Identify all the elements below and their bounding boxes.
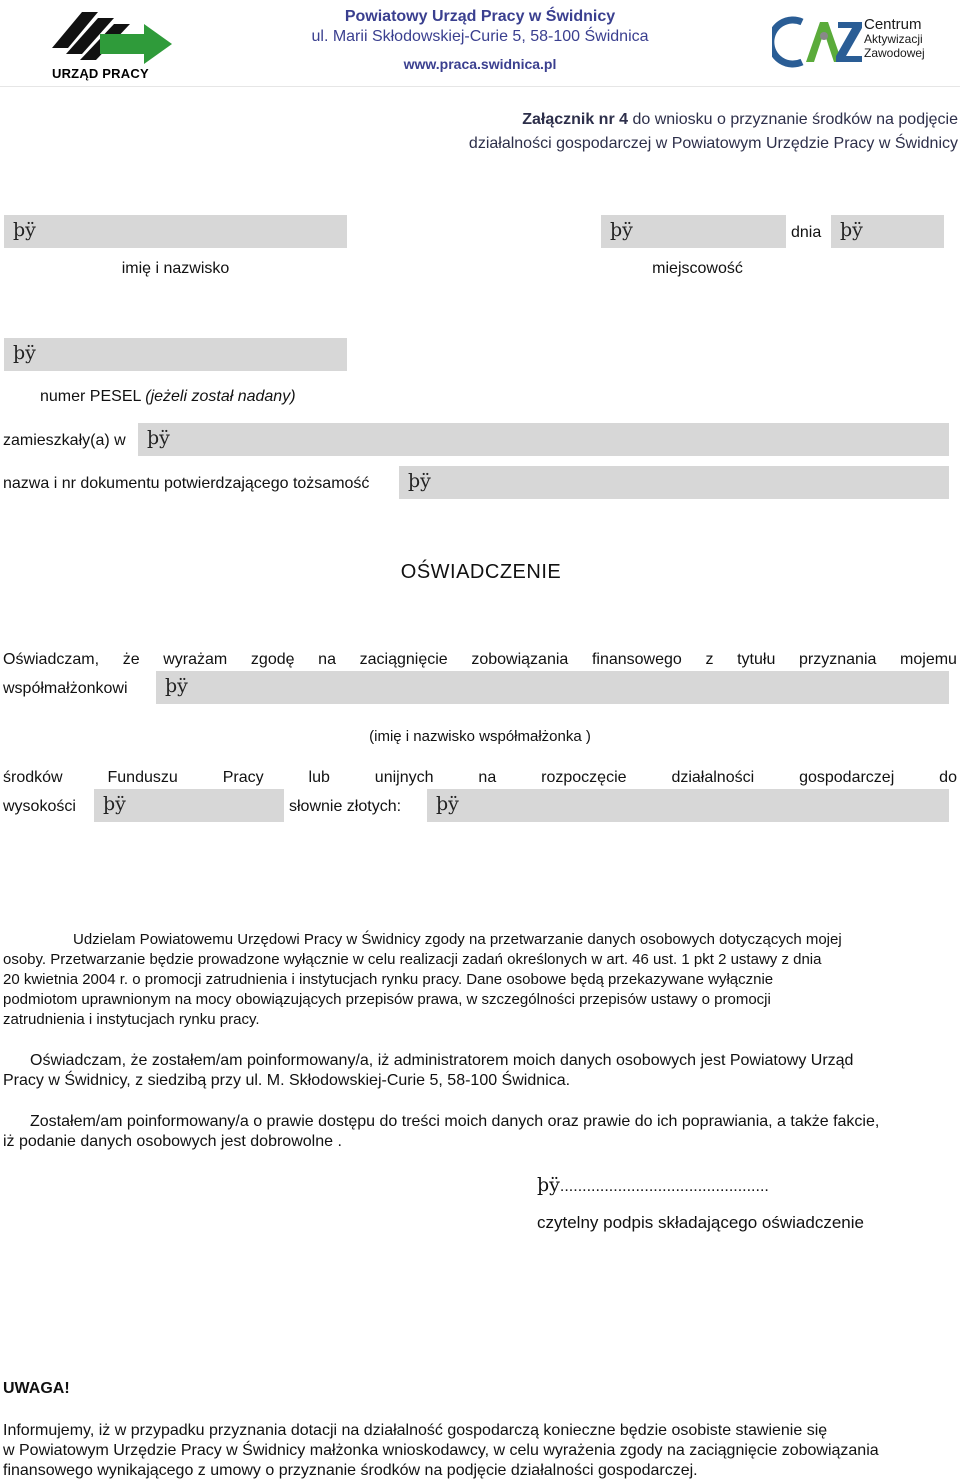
date-field-value: þÿ: [840, 219, 863, 241]
word: środków: [3, 769, 63, 786]
word: przyznania: [799, 651, 877, 668]
notice-title: UWAGA!: [3, 1380, 70, 1397]
pesel-field[interactable]: [4, 338, 347, 371]
word: zgodę: [250, 651, 295, 668]
consent-p1-line: Udzielam Powiatowemu Urzędowi Pracy w Świdnicy zgody na przetwarzanie danych osobowych dotyczących mojej: [73, 931, 842, 948]
amount-field[interactable]: [94, 789, 284, 822]
pesel-field-value: þÿ: [13, 342, 36, 364]
place-label: miejscowość: [652, 260, 743, 277]
word: unijnych: [374, 769, 434, 786]
header-divider: [0, 86, 960, 87]
consent-p1-line: osoby. Przetwarzanie będzie prowadzone wyłącznie w celu realizacji zadań określonych w art. 46 ust. 1 pkt 2 ustawy z dnia: [3, 951, 822, 968]
word: rozpoczęcie: [541, 769, 627, 786]
name-field[interactable]: [4, 215, 347, 248]
word: gospodarczej: [799, 769, 895, 786]
arrow-logo-icon: [40, 4, 180, 68]
spouse-field-value: þÿ: [165, 675, 188, 697]
consent-p3-line: iż podanie danych osobowych jest dobrowolne .: [3, 1133, 342, 1150]
name-field-value: þÿ: [13, 219, 36, 241]
residence-field[interactable]: [138, 423, 949, 456]
pesel-label-text: numer PESEL: [40, 388, 146, 405]
consent-paragraph-2: [3, 1051, 958, 1091]
word: działalności: [671, 769, 755, 786]
document-field[interactable]: [399, 466, 949, 499]
notice-line: finansowego wynikającego z umowy o przyznanie środków na podjęcie działalności gospodarczej.: [3, 1462, 698, 1479]
word: z: [705, 651, 714, 668]
spouse-caption: (imię i nazwisko współmałżonka ): [369, 728, 591, 745]
statement-heading: OŚWIADCZENIE: [400, 561, 562, 583]
caz-logo: [772, 14, 952, 70]
caz-line2: Aktywizacji: [864, 32, 923, 46]
word: mojemu: [900, 651, 957, 668]
word: wyrażam: [163, 651, 228, 668]
pesel-label: [40, 388, 296, 406]
statement-line3: [3, 769, 957, 787]
urzad-pracy-logo: [40, 4, 180, 84]
signature-placeholder: þÿ: [537, 1174, 560, 1196]
document-label: nazwa i nr dokumentu potwierdzającego tożsamość: [3, 475, 370, 492]
caz-logo-icon: [772, 14, 864, 70]
pesel-label-note: (jeżeli został nadany): [145, 388, 296, 405]
logo-label: URZĄD PRACY: [52, 66, 149, 81]
consent-p3-line: Zostałem/am poinformowany/a o prawie dostępu do treści moich danych oraz prawie do ich poprawiania, a także fakcie,: [30, 1113, 880, 1130]
amount-words-field-value: þÿ: [436, 793, 459, 815]
spouse-field[interactable]: [156, 671, 949, 704]
word: Pracy: [222, 769, 264, 786]
place-field-value: þÿ: [610, 219, 633, 241]
word: Funduszu: [107, 769, 178, 786]
consent-p1-line: podmiotom uprawnionym na mocy obowiązujących przepisów prawa, w szczególności przepisów ustawy o promocji: [3, 991, 771, 1008]
word: na: [318, 651, 336, 668]
amount-label: wysokości: [3, 798, 76, 815]
notice-paragraph: [3, 1421, 958, 1481]
attachment-line2: działalności gospodarczej w Powiatowym Urzędzie Pracy w Świdnicy: [468, 135, 958, 152]
signature-label: czytelny podpis składającego oświadczenie: [537, 1213, 864, 1232]
residence-label: zamieszkały(a) w: [3, 432, 126, 449]
spouse-label: współmałżonkowi: [3, 680, 128, 697]
attachment-number: Załącznik nr 4: [522, 111, 629, 128]
caz-line3: Zawodowej: [864, 46, 925, 60]
word: że: [122, 651, 140, 668]
statement-line1: [3, 651, 957, 669]
word: lub: [308, 769, 330, 786]
notice-line: Informujemy, iż w przypadku przyznania dotacji na działalność gospodarczą konieczne będzie osobiste stawienie się: [3, 1422, 828, 1439]
notice-line: w Powiatowym Urzędzie Pracy w Świdnicy małżonka wnioskodawcy, w celu wyrażenia zgody na zaciągnięcie zobowiązania: [3, 1442, 879, 1459]
attachment-title: [469, 108, 958, 156]
consent-paragraph-3: [3, 1112, 958, 1152]
signature-field[interactable]: [537, 1174, 769, 1196]
amount-field-value: þÿ: [103, 793, 126, 815]
consent-paragraph-1: [3, 930, 958, 1030]
signature-dots: ...............................................: [559, 1178, 769, 1195]
office-name: Powiatowy Urząd Pracy w Świdnicy: [344, 8, 616, 25]
amount-words-field[interactable]: [427, 789, 949, 822]
website-link[interactable]: www.praca.swidnica.pl: [403, 56, 557, 72]
consent-p1-line: zatrudnienia i instytucjach rynku pracy.: [3, 1011, 260, 1028]
name-label: imię i nazwisko: [121, 260, 230, 277]
word: Oświadczam,: [3, 651, 100, 668]
word: zobowiązania: [471, 651, 569, 668]
words-label: słownie złotych:: [289, 798, 402, 815]
place-field[interactable]: [601, 215, 786, 248]
word: na: [478, 769, 497, 786]
consent-p1-line: 20 kwietnia 2004 r. o promocji zatrudnienia i instytucjach rynku pracy. Dane osobowe będą przekazywane wyłącznie: [3, 971, 774, 988]
word: zaciągnięcie: [359, 651, 448, 668]
date-field[interactable]: [831, 215, 944, 248]
residence-field-value: þÿ: [147, 427, 170, 449]
consent-p2-line: Pracy w Świdnicy, z siedzibą przy ul. M. Skłodowskiej-Curie 5, 58-100 Świdnica.: [3, 1072, 571, 1089]
word: tytułu: [737, 651, 776, 668]
consent-p2-line: Oświadczam, że zostałem/am poinformowany/a, iż administratorem moich danych osobowych jest Powiatowy Urząd: [30, 1052, 854, 1069]
caz-line1: Centrum: [864, 16, 922, 33]
word: do: [939, 769, 957, 786]
date-prefix: dnia: [791, 224, 822, 241]
office-address: ul. Marii Skłodowskiej-Curie 5, 58-100 Świdnica: [311, 28, 649, 45]
attachment-line1: do wniosku o przyznanie środków na podjęcie: [628, 111, 958, 128]
document-field-value: þÿ: [408, 470, 431, 492]
word: finansowego: [591, 651, 682, 668]
